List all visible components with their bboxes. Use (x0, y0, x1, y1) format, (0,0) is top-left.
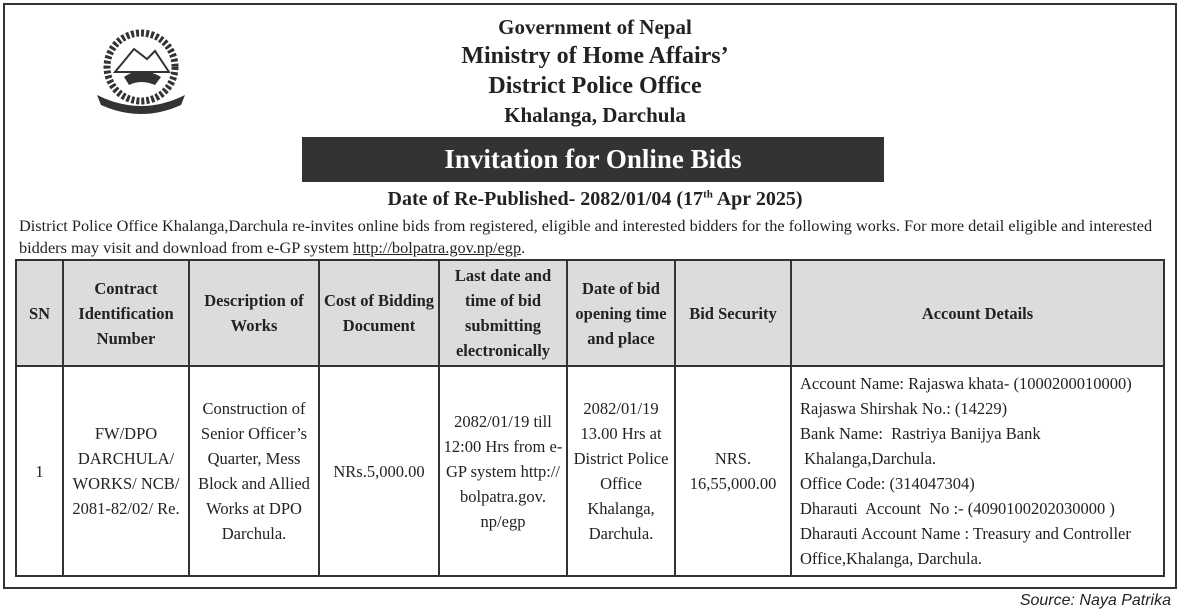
account-line: Dharauti Account No :- (4090100202030000 ) (800, 499, 1115, 518)
egp-link[interactable]: http://bolpatra.gov.np/egp (353, 238, 522, 257)
col-description: Description of Works (189, 260, 319, 366)
government-title: Government of Nepal (498, 15, 692, 39)
col-security: Bid Security (675, 260, 791, 366)
cell-last-date: 2082/01/19 till 12:00 Hrs from e-GP system http:// bolpatra.gov. np/egp (439, 366, 567, 576)
col-sn: SN (16, 260, 63, 366)
notice-banner: Invitation for Online Bids (302, 137, 884, 182)
account-line: Bank Name: Rastriya Banijya Bank (800, 424, 1041, 443)
nepal-emblem-icon (89, 27, 193, 117)
cell-security: NRS. 16,55,000.00 (675, 366, 791, 576)
col-opening: Date of bid opening time and place (567, 260, 675, 366)
source-credit: Source: Naya Patrika (1019, 592, 1171, 609)
account-line: Office Code: (314047304) (800, 474, 975, 493)
col-last-date: Last date and time of bid submitting electronically (439, 260, 567, 366)
table-row (16, 366, 1164, 576)
cell-contract-id: FW/DPO DARCHULA/ WORKS/ NCB/ 2081-82/02/ Re. (63, 366, 189, 576)
account-line: Rajaswa Shirshak No.: (14229) (800, 399, 1008, 418)
bids-table (15, 259, 1165, 577)
republished-date: Date of Re-Published- 2082/01/04 (17th Apr 2025) (387, 188, 803, 210)
account-line: Khalanga,Darchula. (800, 449, 937, 468)
col-account: Account Details (791, 260, 1164, 366)
table-header-row (16, 260, 1164, 366)
col-cost: Cost of Bidding Document (319, 260, 439, 366)
cell-cost: NRs.5,000.00 (319, 366, 439, 576)
ministry-title: Ministry of Home Affairs’ (461, 43, 729, 69)
account-line: Account Name: Rajaswa khata- (1000200010000) (800, 374, 1132, 393)
cell-description: Construction of Senior Officer’s Quarter, Mess Block and Allied Works at DPO Darchula. (189, 366, 319, 576)
cell-account (791, 366, 1164, 576)
col-contract-id: Contract Identification Number (63, 260, 189, 366)
account-line: Dharauti Account Name : Treasury and Controller Office,Khalanga, Darchula. (800, 524, 1131, 568)
cell-opening: 2082/01/19 13.00 Hrs at District Police Office Khalanga, Darchula. (567, 366, 675, 576)
intro-paragraph: District Police Office Khalanga,Darchula re-invites online bids from registered, eligible and interested bidders for the following works. For more detail eligible and interested bidders may visit and download from e-GP system http://bolpatra.gov.np/egp. (19, 216, 1153, 257)
cell-sn: 1 (16, 366, 63, 576)
office-title: District Police Office (488, 73, 702, 99)
office-location: Khalanga, Darchula (504, 103, 686, 127)
